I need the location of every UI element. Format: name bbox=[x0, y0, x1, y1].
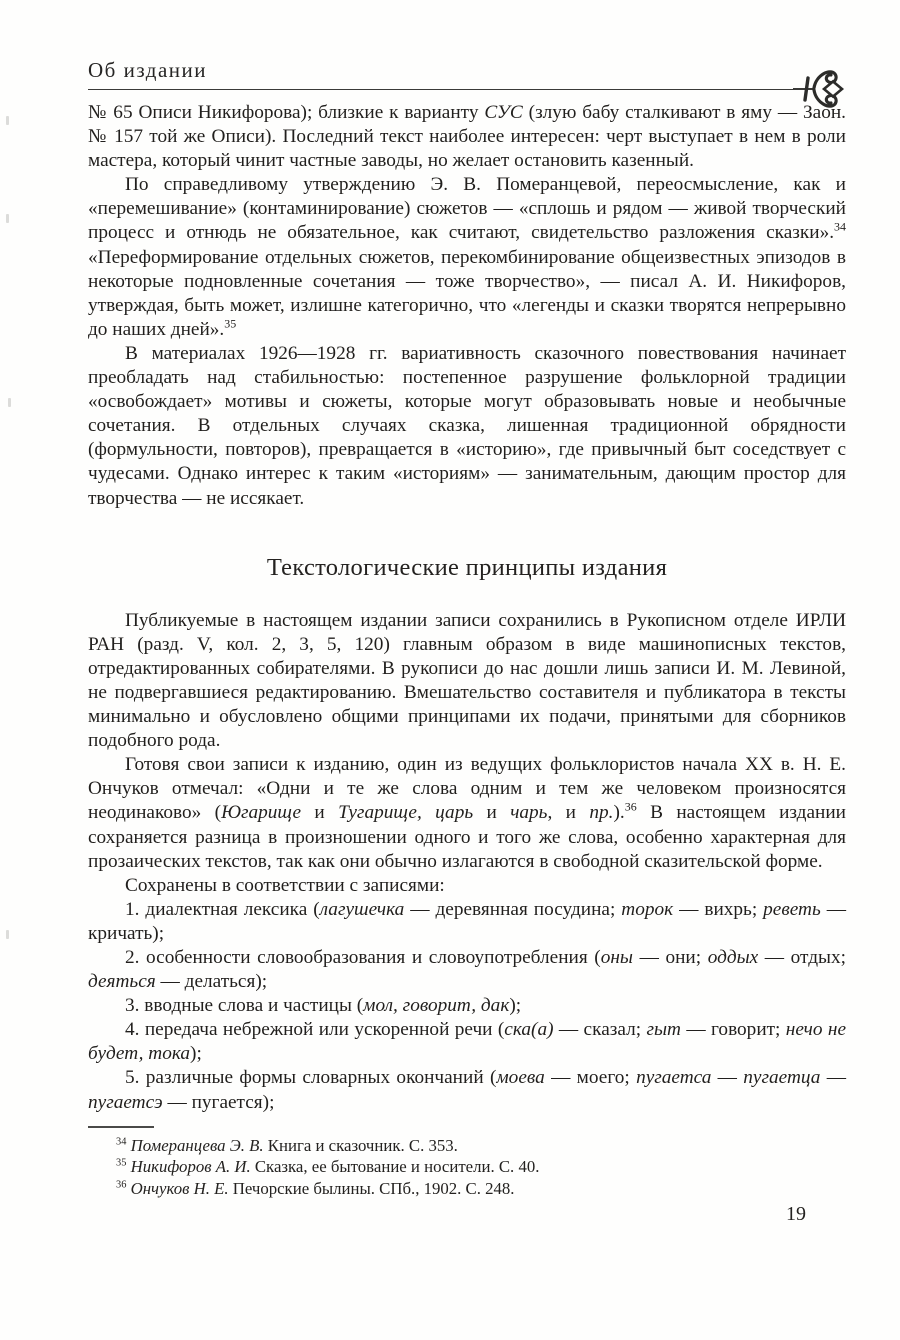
text-segment: нечо не будет, тока bbox=[88, 1019, 846, 1065]
footnote-36 bbox=[88, 1178, 846, 1199]
text-segment: Югарище bbox=[221, 802, 302, 824]
text-segment: — моего; bbox=[544, 1067, 637, 1089]
text-segment: — кричать); bbox=[88, 898, 846, 944]
text-segment: Померанцева Э. В. bbox=[130, 1136, 264, 1155]
text-segment: Публикуемые в настоящем издании записи сохранились в Рукописном отделе ИРЛИ РАН (разд. V, кол. 2, 3, 5, 120) главным образом в виде машинописных текстов, отредактированных собирателями. В рукописи до нас дошли лишь записи И. М. Левиной, не подвергавшиеся редактированию. Вмешательство составителя и публикатора в тексты минимально и обусловлено общими принципами их подачи, принятыми для сборников подобного рода. bbox=[88, 609, 846, 752]
text-segment: гыт bbox=[646, 1019, 681, 1041]
text-segment: В настоящем издании сохраняется разница в произношении одного и того же слова, особенно характерная для прозаических текстов, так как они обычно излагаются в свободной сказительской форме. bbox=[88, 802, 846, 872]
text-segment: — вихрь; bbox=[673, 898, 764, 920]
text-segment: Ончуков Н. Е. bbox=[130, 1178, 229, 1198]
text-segment: пр. bbox=[589, 802, 614, 824]
text-segment: пугаетца bbox=[743, 1067, 821, 1089]
scan-artifact bbox=[6, 930, 9, 939]
text-segment: — отдых; bbox=[758, 947, 846, 968]
text-segment: ). bbox=[613, 802, 625, 824]
list-item-3 bbox=[88, 994, 846, 1018]
text-segment: Книга и сказочник. С. 353. bbox=[263, 1136, 458, 1155]
scan-artifact bbox=[6, 116, 9, 125]
scan-artifact bbox=[6, 214, 9, 223]
text-segment: реветь bbox=[763, 898, 821, 920]
paragraph bbox=[88, 753, 846, 873]
paragraph-continuation bbox=[88, 101, 846, 173]
text-segment: 35 bbox=[116, 1157, 127, 1169]
text-segment: деяться bbox=[88, 971, 156, 993]
text-segment: Тугарище, царь bbox=[338, 802, 474, 824]
text-segment: — деревянная посудина; bbox=[404, 898, 622, 920]
list-item-4 bbox=[88, 1018, 846, 1066]
text-segment: оны bbox=[600, 947, 633, 968]
text-segment: — делаться); bbox=[155, 971, 268, 993]
footnote-34 bbox=[88, 1135, 846, 1156]
text-segment: (злую бабу сталкивают в яму — Заон. № 157 той же Описи). Последний текст наиболее интересен: черт выступает в нем в роли мастера, который чинит частные заводы, но желает остановить казенный. bbox=[88, 102, 846, 172]
running-header bbox=[88, 58, 846, 83]
text-segment: — сказал; bbox=[553, 1019, 647, 1041]
text-segment: пугаетса bbox=[636, 1067, 712, 1089]
paragraph bbox=[88, 173, 846, 342]
text-segment: 35 bbox=[224, 316, 237, 331]
text-segment: мол, говорит, дак bbox=[363, 995, 510, 1017]
running-header-title: Об издании bbox=[88, 58, 207, 82]
text-segment: Печорские былины. СПб., 1902. С. 248. bbox=[228, 1178, 515, 1198]
text-segment: чарь bbox=[510, 802, 548, 824]
text-segment: В материалах 1926—1928 гг. вариативность сказочного повествования начинает преобладать над стабильностью: постепенное разрушение фольклорной традиции «освобождает» мотивы и сюжеты, которые могут образовывать новые и необычные сочетания. В отдельных случаях сказка, лишенная традиционной обрядности (формульности, повторов), превращается в «историю», где привычный быт соседствует с чудесами. Однако интерес к таким «историям» — занимательным, дающим простор для творчества — не иссякает. bbox=[88, 342, 846, 509]
text-segment: — bbox=[820, 1067, 846, 1089]
text-segment: Сохранены в соответствии с записями: bbox=[125, 874, 445, 896]
list-item-2 bbox=[88, 946, 846, 994]
text-segment: ); bbox=[509, 995, 522, 1017]
text-segment: моева bbox=[496, 1067, 545, 1089]
text-segment: , и bbox=[547, 802, 590, 824]
text-segment: «Переформирование отдельных сюжетов, перекомбинирование общеизвестных эпизодов в некоторые подновленные сочетания — тоже творчество», — писал А. И. Никифоров, утверждая, быть может, излишне категорично, что «легенды и сказки творятся непрерывно до наших дней». bbox=[88, 246, 846, 340]
paragraph bbox=[88, 342, 846, 511]
text-segment: торок bbox=[621, 898, 674, 920]
page-number: 19 bbox=[786, 1203, 806, 1225]
scan-artifact bbox=[8, 398, 11, 407]
text-segment: 3. вводные слова и частицы ( bbox=[125, 995, 364, 1017]
text-segment: 2. особенности словообразования и словоупотребления ( bbox=[125, 947, 601, 968]
header-rule bbox=[88, 89, 800, 90]
text-segment: — bbox=[711, 1067, 744, 1089]
text-segment: 36 bbox=[116, 1179, 127, 1191]
text-segment: оддых bbox=[707, 947, 759, 968]
footnotes-block bbox=[88, 1135, 846, 1199]
list-item-5 bbox=[88, 1066, 846, 1114]
text-segment: 5. различные формы словарных окончаний ( bbox=[125, 1067, 497, 1089]
page-content bbox=[88, 101, 846, 1115]
text-segment: лагушечка bbox=[319, 898, 405, 920]
text-segment: № 65 Описи Никифорова); близкие к варианту bbox=[88, 102, 485, 123]
text-segment: Сказка, ее бытование и носители. С. 40. bbox=[250, 1157, 540, 1177]
text-segment: — пугается); bbox=[162, 1091, 275, 1113]
text-segment: Никифоров А. И. bbox=[130, 1157, 251, 1177]
text-segment: 34 bbox=[834, 220, 846, 235]
text-segment: 1. диалектная лексика ( bbox=[125, 898, 320, 920]
text-segment: СУС bbox=[484, 102, 523, 123]
footnote-35 bbox=[88, 1156, 846, 1177]
text-segment: и bbox=[473, 802, 511, 824]
text-segment: и bbox=[301, 802, 339, 824]
text-segment: 34 bbox=[116, 1136, 127, 1148]
text-segment: — говорит; bbox=[680, 1019, 786, 1041]
text-segment: 4. передача небрежной или ускоренной речи ( bbox=[125, 1019, 505, 1041]
text-segment: Готовя свои записи к изданию, один из ведущих фольклористов начала XX в. Н. Е. Ончуков отмечал: «Одни и те же слова одним и тем же человеком произносятся неодинаково» ( bbox=[88, 754, 846, 824]
paragraph bbox=[88, 609, 846, 754]
text-segment: 36 bbox=[624, 800, 637, 815]
text-segment: ); bbox=[190, 1043, 202, 1065]
list-item-1 bbox=[88, 898, 846, 946]
footnote-separator bbox=[88, 1126, 154, 1128]
text-segment: — они; bbox=[632, 947, 708, 968]
text-segment: По справедливому утверждению Э. В. Померанцевой, переосмысление, как и «перемешивание» (контаминирование) сюжетов — «сплошь и рядом — живой творческий процесс и отнюдь не обязательное, как считают, свидетельство разложения сказки». bbox=[88, 174, 846, 244]
section-title: Текстологические принципы издания bbox=[266, 553, 668, 581]
text-segment: ска(а) bbox=[504, 1019, 554, 1041]
paragraph bbox=[88, 874, 846, 898]
text-segment: пугаетсэ bbox=[88, 1091, 163, 1113]
